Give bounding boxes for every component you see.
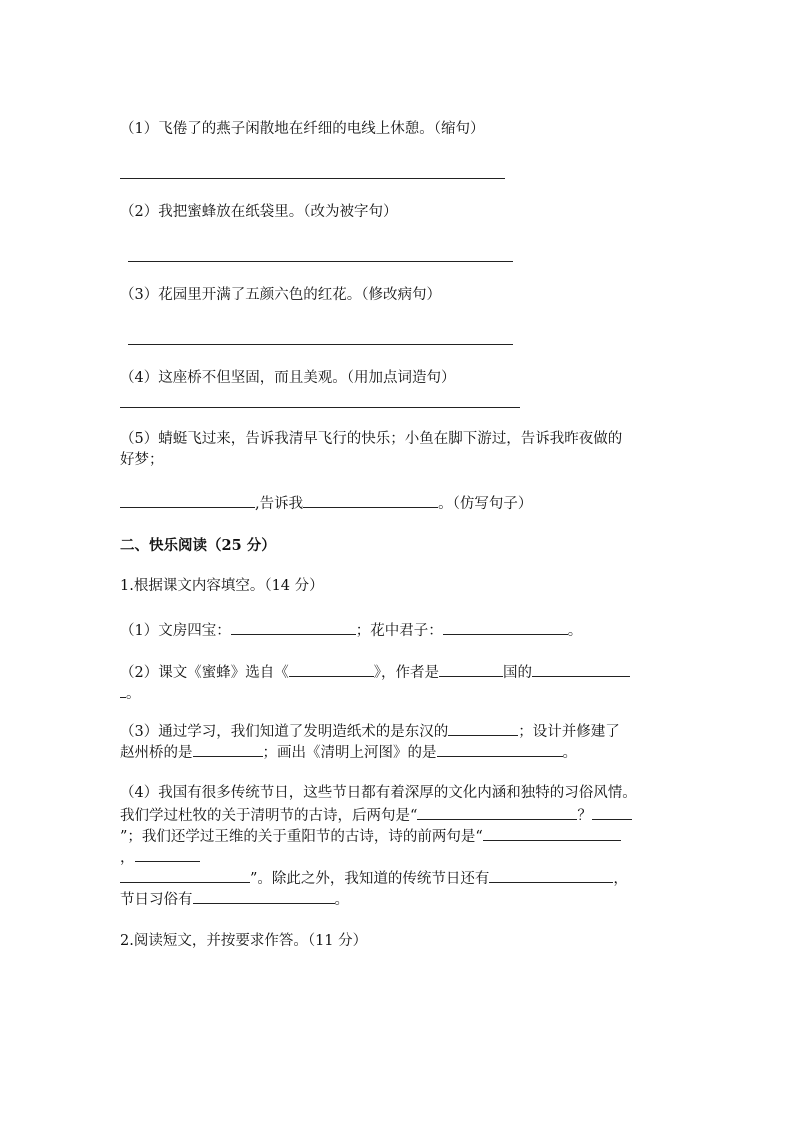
q1-p1-b: ；花中君子：: [355, 623, 443, 639]
chongyang-poem-blank-1[interactable]: [483, 825, 621, 841]
q1-p2-a: （2）课文《蜜蜂》选自《: [120, 665, 289, 681]
chongyang-poem-blank-3[interactable]: [120, 867, 250, 883]
papermaker-blank[interactable]: [448, 720, 518, 736]
q2-title: 2.阅读短文，并按要求作答。（11 分）: [120, 933, 368, 949]
q1-p4-line6a: 节日习俗有: [120, 892, 193, 908]
q1-part-3-line-2: [120, 741, 577, 763]
q1-p4-line5a: ”。除此之外，我知道的传统节日还有: [250, 871, 490, 887]
imitation-blank-2[interactable]: [303, 492, 438, 508]
q1-title: 1.根据课文内容填空。（14 分）: [120, 578, 324, 594]
q1-p4-line3a: ”；我们还学过王维的关于重阳节的古诗，诗的前两句是“: [120, 829, 483, 845]
answer-line-1[interactable]: [120, 178, 505, 179]
four-treasures-blank[interactable]: [231, 619, 356, 635]
flower-gentlemen-blank[interactable]: [443, 619, 568, 635]
q1-part-2: [120, 661, 630, 683]
q1-part-4-line-4: [120, 846, 200, 868]
answer-line-2[interactable]: [128, 261, 513, 262]
q1-part-1: [120, 619, 582, 641]
q1-part-4-line-5: [120, 867, 628, 889]
author-name-blank[interactable]: [532, 661, 630, 677]
q1-part-4-line-2: [120, 804, 632, 826]
item-5-line-2: 好梦；: [120, 452, 164, 468]
festival-blank[interactable]: [489, 867, 613, 883]
qingming-poem-blank-1[interactable]: [417, 804, 577, 820]
q1-part-4-line-3: [120, 825, 621, 847]
q1-part-3-line-1: [120, 720, 620, 742]
painter-blank[interactable]: [437, 741, 563, 757]
q1-p3-c: 赵州桥的是: [120, 745, 193, 761]
item-4-text: （4）这座桥不但坚固，而且美观。（用加点词造句）: [120, 370, 456, 386]
q1-p4-line2a: 我们学过杜牧的关于清明节的古诗，后两句是“: [120, 808, 418, 824]
q1-p3-a: （3）通过学习，我们知道了发明造纸术的是东汉的: [120, 724, 449, 740]
q1-p4-line2b: ？: [577, 808, 592, 824]
q1-p1-c: 。: [567, 623, 583, 639]
item-1-text: （1）飞倦了的燕子闲散地在纤细的电线上休憩。（缩句）: [120, 121, 485, 137]
section-2-title: 二、快乐阅读（25 分）: [120, 537, 276, 554]
q1-p3-b: ；设计并修建了: [518, 724, 620, 740]
q1-p4-line5b: ，: [613, 871, 628, 887]
q1-p1-a: （1）文房四宝：: [120, 623, 231, 639]
answer-line-4[interactable]: [120, 407, 520, 408]
q1-p3-e: 。: [562, 745, 577, 761]
q1-part-2-cont: [120, 682, 141, 704]
item-5-tail: 。（仿写句子）: [438, 496, 533, 512]
q1-p4-line4a: ，: [120, 850, 135, 866]
q1-part-4-line-6: [120, 888, 349, 910]
bridge-designer-blank[interactable]: [193, 741, 263, 757]
author-country-blank[interactable]: [439, 661, 503, 677]
chongyang-poem-blank-2[interactable]: [135, 846, 200, 862]
item-5-imitation-line: [120, 492, 532, 514]
book-source-blank[interactable]: [289, 661, 374, 677]
item-5-mid: ,告诉我: [255, 496, 304, 512]
q1-p2-c: 国的: [502, 665, 532, 681]
item-2-text: （2）我把蜜蜂放在纸袋里。（改为被字句）: [120, 204, 398, 220]
q1-p2-b: 》，作者是: [373, 665, 439, 681]
q1-p2-d: 。: [126, 686, 141, 702]
q1-part-4-line-1: （4）我国有很多传统节日，这些节日都有着深厚的文化内涵和独特的习俗风情。: [120, 785, 637, 801]
q1-p3-d: ；画出《清明上河图》的是: [262, 745, 437, 761]
q1-p4-line6b: 。: [334, 892, 349, 908]
qingming-poem-blank-2[interactable]: [592, 804, 632, 820]
item-3-text: （3）花园里开满了五颜六色的红花。（修改病句）: [120, 287, 441, 303]
festival-custom-blank[interactable]: [193, 888, 335, 904]
item-5-line-1: （5）蜻蜓飞过来，告诉我清早飞行的快乐；小鱼在脚下游过，告诉我昨夜做的: [120, 431, 623, 447]
answer-line-3[interactable]: [128, 344, 513, 345]
imitation-blank-1[interactable]: [120, 492, 255, 508]
